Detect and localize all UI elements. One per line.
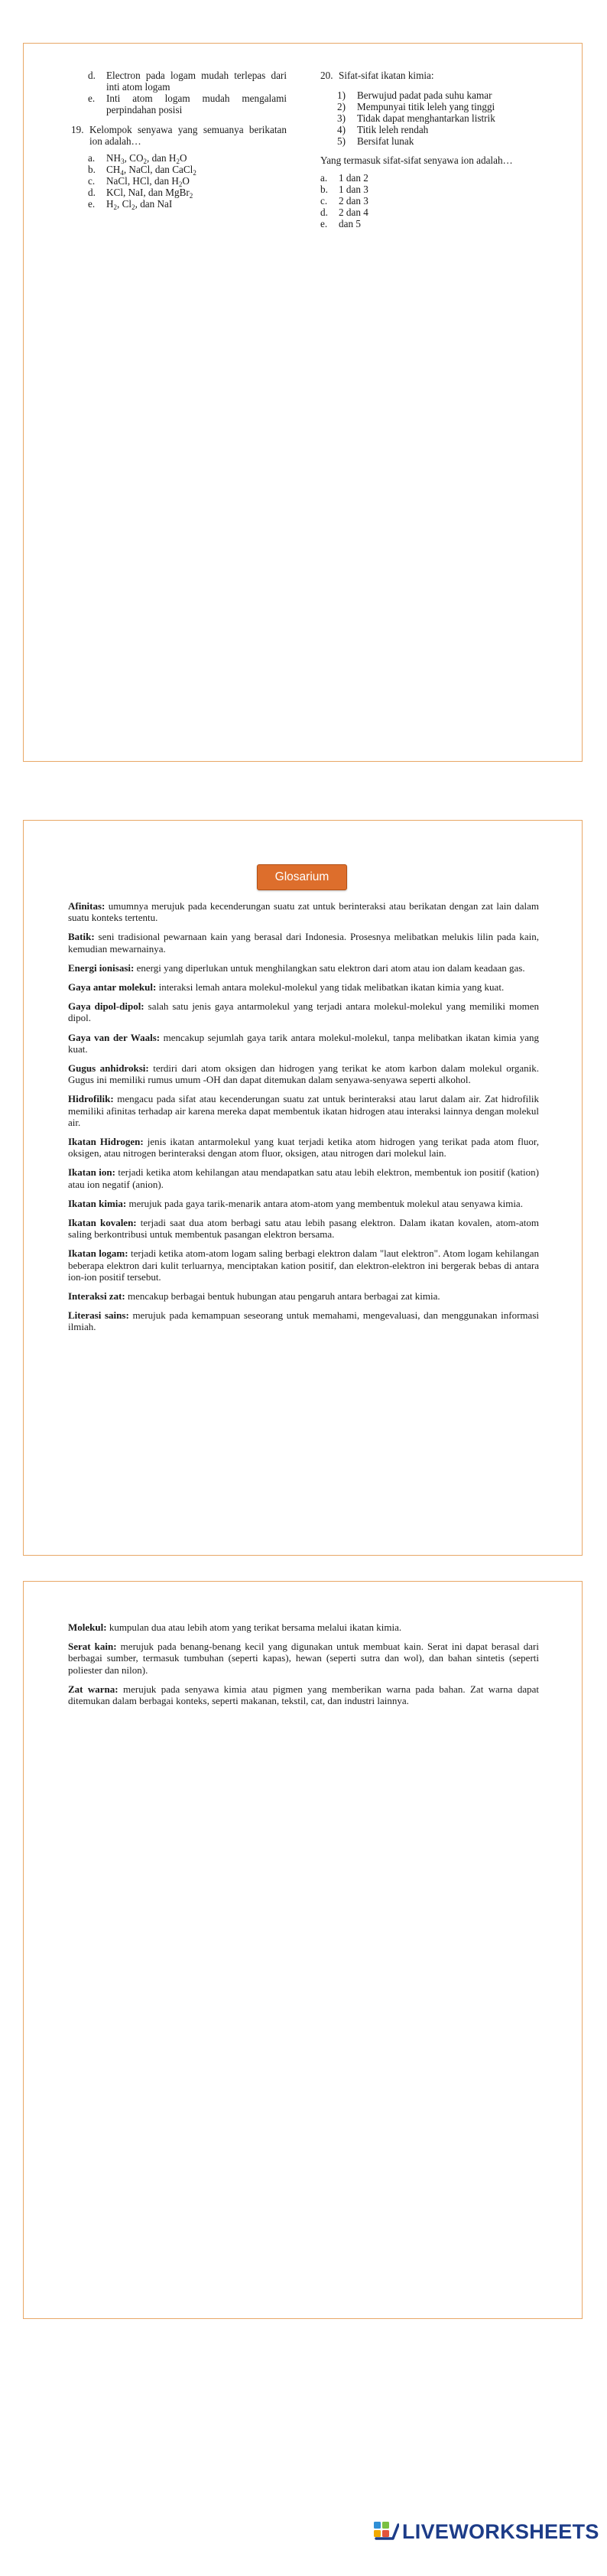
glossary-definition: umumnya merujuk pada kecenderungan suatu zat untuk berinteraksi atau berikatan dengan zat lain dalam suatu konteks tertentu. xyxy=(68,900,539,924)
glossary-definition: mengacu pada sifat atau kecenderungan suatu zat untuk berinteraksi atau larut dalam air. Zat hidrofilik memiliki afinitas terhadap air karena mereka dapat membentuk ikatan hidrogen atau interaksi lainnya dengan molekul air. xyxy=(68,1093,539,1128)
glossary-definition: mencakup berbagai bentuk hubungan atau pengaruh antara berbagai zat kimia. xyxy=(125,1290,440,1303)
statement-item: 3) Tidak dapat menghantarkan listrik xyxy=(337,112,495,124)
glossary-entry xyxy=(68,962,539,974)
glossary-entry xyxy=(68,1062,539,1085)
q18-carry-options xyxy=(88,70,287,115)
glossary-term: Ikatan Hidrogen: xyxy=(68,1136,144,1148)
glossary-term: Ikatan kovalen: xyxy=(68,1217,137,1229)
glossary-term: Ikatan logam: xyxy=(68,1247,128,1260)
glossary-definition: merujuk pada kemampuan seseorang untuk memahami, mengevaluasi, dan menggunakan informasi ilmiah. xyxy=(68,1309,539,1333)
logo-text: LIVEWORKSHEETS xyxy=(402,2519,599,2543)
glossary-list-continued xyxy=(68,1621,539,1714)
glossary-entry xyxy=(68,1217,539,1240)
option-text: $H_2$, $Cl_2$, dan NaI xyxy=(106,198,173,211)
statement-item: 4) Titik leleh rendah xyxy=(337,124,429,135)
option-item: e. dan 5 xyxy=(320,218,361,229)
glossary-entry xyxy=(68,1247,539,1283)
q20-statements xyxy=(337,89,534,147)
glossary-list xyxy=(68,900,539,1341)
glossary-entry xyxy=(68,931,539,954)
glossary-entry xyxy=(68,1093,539,1128)
option-item: a. 1 dan 2 xyxy=(320,172,368,184)
option-item: e. Inti atom logam mudah mengalami perpindahan posisi xyxy=(88,93,287,115)
option-text: NaCl, HCl, dan $H_2O$ xyxy=(106,175,190,188)
question-number: 20. xyxy=(320,70,333,81)
glossary-entry xyxy=(68,1309,539,1332)
glossary-definition: kumpulan dua atau lebih atom yang terikat bersama melalui ikatan kimia. xyxy=(106,1621,402,1633)
page-2 xyxy=(23,820,583,1556)
glossary-term: Interaksi zat: xyxy=(68,1290,125,1303)
glossary-definition: interaksi lemah antara molekul-molekul yang tidak melibatkan ikatan kimia yang kuat. xyxy=(156,981,505,994)
question-text: Sifat-sifat ikatan kimia: xyxy=(339,70,434,81)
page-1 xyxy=(23,43,583,762)
option-item: e. $H_2$, $Cl_2$, dan NaI xyxy=(88,198,287,210)
glossary-term: Afinitas: xyxy=(68,900,105,912)
liveworksheets-icon xyxy=(373,2519,399,2545)
glossary-term: Ikatan kimia: xyxy=(68,1197,127,1209)
statement-item: 1) Berwujud padat pada suhu kamar xyxy=(337,89,492,101)
glossary-entry xyxy=(68,981,539,993)
glossary-entry xyxy=(68,1641,539,1676)
option-item: c. 2 dan 3 xyxy=(320,195,368,207)
glossary-term: Gaya dipol-dipol: xyxy=(68,1000,144,1013)
option-text: $CH_4$, NaCl, dan CaCl$_2$ xyxy=(106,164,196,177)
glossary-term: Literasi sains: xyxy=(68,1309,129,1322)
option-item: b. $CH_4$, NaCl, dan CaCl$_2$ xyxy=(88,164,287,175)
question-19 xyxy=(71,124,287,147)
glossary-term: Gaya van der Waals: xyxy=(68,1031,161,1043)
glossary-definition: seni tradisional pewarnaan kain yang berasal dari Indonesia. Prosesnya melibatkan melukis lilin pada kain, kemudian mewarnainya. xyxy=(68,931,539,955)
glossary-definition: salah satu jenis gaya antarmolekul yang terjadi antara molekul-molekul yang memiliki momen dipol. xyxy=(68,1000,540,1024)
glossary-entry xyxy=(68,1166,539,1189)
glossary-entry xyxy=(68,1621,539,1633)
glossary-title: Glosarium xyxy=(257,864,347,890)
glossary-definition: jenis ikatan antarmolekul yang kuat terjadi ketika atom hidrogen yang terikat pada atom fluor, oksigen, atau nitrogen berinteraksi dengan atom fluor, oksigen, atau nitrogen dari molekul lain. xyxy=(68,1136,539,1160)
option-text: $NH_3$, $CO_2$, dan $H_2O$ xyxy=(106,152,187,165)
glossary-term: Gugus anhidroksi: xyxy=(68,1062,149,1075)
q19-options xyxy=(88,152,287,210)
glossary-definition: terjadi ketika atom-atom logam saling berbagi elektron dalam "laut elektron". Atom logam kehilangan beberapa elektron dari kulit terluarnya, menciptakan kation positif, dan elektron-elektron ini bergerak bebas di antara ion-ion positif tersebut. xyxy=(68,1247,539,1283)
option-item: c. NaCl, HCl, dan $H_2O$ xyxy=(88,175,287,187)
glossary-entry xyxy=(68,1198,539,1209)
glossary-term: Ikatan ion: xyxy=(68,1166,115,1179)
glossary-entry xyxy=(68,1032,539,1055)
statement-item: 2) Mempunyai titik leleh yang tinggi xyxy=(337,101,495,112)
glossary-entry xyxy=(68,1000,539,1023)
left-column xyxy=(71,70,287,210)
glossary-entry xyxy=(68,1136,539,1159)
glossary-term: Gaya antar molekul: xyxy=(68,981,157,994)
q20-options xyxy=(320,172,534,229)
liveworksheets-logo[interactable] xyxy=(373,2516,599,2547)
glossary-entry xyxy=(68,1683,539,1706)
glossary-term: Hidrofilik: xyxy=(68,1093,114,1105)
glossary-entry xyxy=(68,1290,539,1302)
glossary-definition: merujuk pada gaya tarik-menarik antara atom-atom yang membentuk molekul atau senyawa kimia. xyxy=(126,1197,523,1209)
glossary-term: Batik: xyxy=(68,931,95,943)
question-text: Kelompok senyawa yang semuanya berikatan ion adalah… xyxy=(89,124,287,147)
glossary-term: Molekul: xyxy=(68,1621,107,1633)
right-column xyxy=(320,70,534,229)
option-text: KCl, NaI, dan MgBr$_2$ xyxy=(106,187,193,200)
option-item: d. 2 dan 4 xyxy=(320,207,368,218)
option-item: d. KCl, NaI, dan MgBr$_2$ xyxy=(88,187,287,198)
glossary-definition: merujuk pada benang-benang kecil yang digunakan untuk membuat kain. Serat ini dapat berasal dari berbagai sumber, termasuk tumbuhan (seperti kapas), hewan (seperti sutra dan wol), dan bahan sintetis (seperti poliester dan nilon). xyxy=(68,1641,540,1676)
q20-question: Yang termasuk sifat-sifat senyawa ion adalah… xyxy=(320,154,513,166)
glossary-term: Energi ionisasi: xyxy=(68,961,135,974)
glossary-term: Zat warna: xyxy=(68,1683,118,1695)
option-item: d. Electron pada logam mudah terlepas dari inti atom logam xyxy=(88,70,287,93)
page-3 xyxy=(23,1581,583,2319)
option-item: a. $NH_3$, $CO_2$, dan $H_2O$ xyxy=(88,152,287,164)
glossary-definition: mencakup sejumlah gaya tarik antara molekul-molekul, tanpa melibatkan ikatan kimia yang kuat. xyxy=(68,1031,539,1055)
question-20 xyxy=(320,70,534,81)
option-item: b. 1 dan 3 xyxy=(320,184,368,195)
glossary-term: Serat kain: xyxy=(68,1641,117,1653)
glossary-definition: energi yang diperlukan untuk menghilangkan satu elektron dari atom atau ion dalam keadaan gas. xyxy=(134,961,525,974)
glossary-definition: merujuk pada senyawa kimia atau pigmen yang memberikan warna pada bahan. Zat warna dapat ditemukan dalam berbagai konteks, seperti makanan, tekstil, cat, dan industri lainnya. xyxy=(68,1683,539,1707)
statement-item: 5) Bersifat lunak xyxy=(337,135,414,147)
glossary-definition: terjadi ketika atom kehilangan atau mendapatkan satu atau lebih elektron, membentuk ion positif (kation) atau ion negatif (anion). xyxy=(68,1166,539,1190)
glossary-entry xyxy=(68,900,539,923)
glossary-definition: terjadi saat dua atom berbagi satu atau lebih pasang elektron. Dalam ikatan kovalen, atom-atom saling berkontribusi untuk membentuk pasangan elektron bersama. xyxy=(68,1217,539,1241)
glossary-definition: terdiri dari atom oksigen dan hidrogen yang terikat ke atom karbon dalam molekul organik. Gugus ini memiliki rumus umum -OH dan dapat ditemukan dalam senyawa-senyawa seperti alkohol. xyxy=(68,1062,539,1086)
question-number: 19. xyxy=(71,124,84,135)
